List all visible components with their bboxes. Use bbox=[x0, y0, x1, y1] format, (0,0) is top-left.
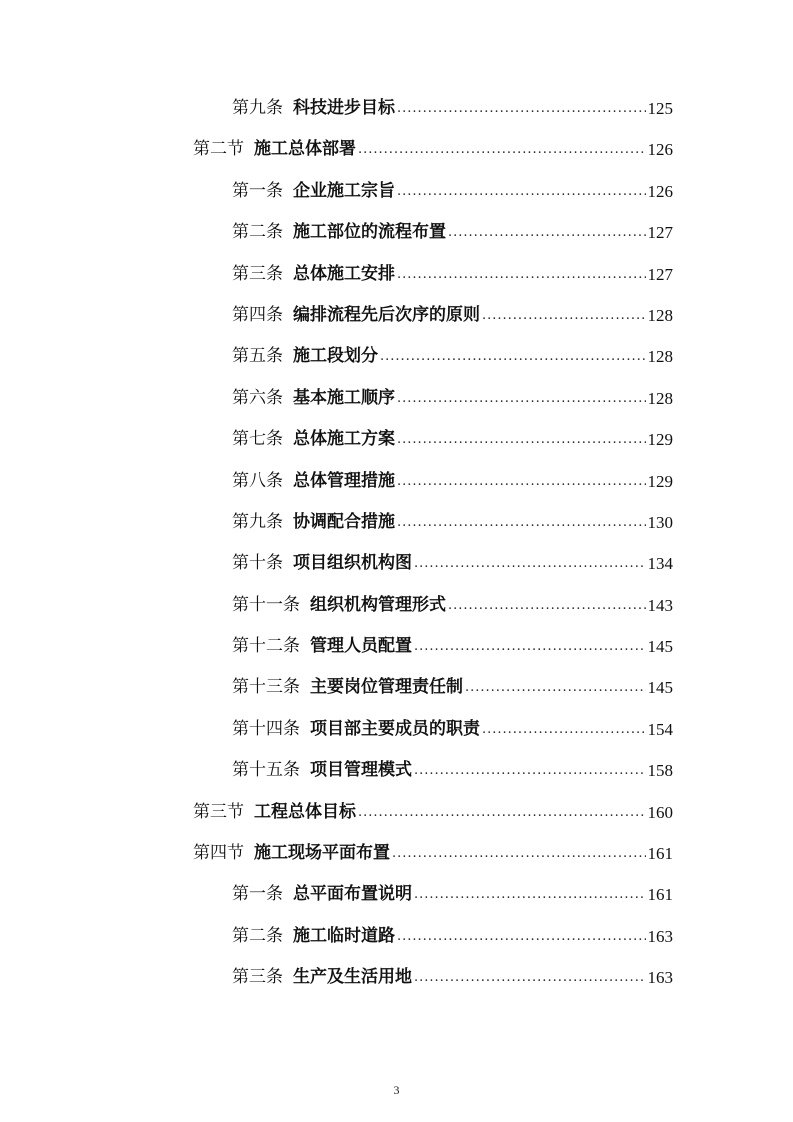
toc-entry-label bbox=[232, 378, 395, 419]
toc-entry-title: 协调配合措施 bbox=[293, 511, 395, 532]
toc-entry-label bbox=[232, 750, 412, 791]
toc-entry-page: 163 bbox=[647, 926, 673, 946]
toc-entry-title: 编排流程先后次序的原则 bbox=[293, 304, 480, 325]
toc-entry-label bbox=[232, 874, 412, 915]
toc-entry-page: 161 bbox=[647, 885, 673, 905]
toc-dot-leader bbox=[448, 212, 646, 253]
toc-entry-title: 主要岗位管理责任制 bbox=[310, 677, 463, 698]
toc-entry-title: 基本施工顺序 bbox=[293, 387, 395, 408]
toc-entry-title: 组织机构管理形式 bbox=[310, 594, 446, 615]
toc-entry[interactable] bbox=[0, 502, 793, 543]
toc-entry-page: 126 bbox=[647, 181, 673, 201]
toc-entry-page: 125 bbox=[647, 99, 673, 118]
toc-entry[interactable] bbox=[0, 129, 793, 170]
toc-entry-page: 129 bbox=[647, 471, 673, 491]
toc-entry-title: 总平面布置说明 bbox=[293, 884, 412, 905]
toc-entry[interactable] bbox=[0, 295, 793, 336]
toc-entry-label bbox=[193, 792, 356, 833]
toc-entry[interactable] bbox=[0, 833, 793, 874]
toc-entry-number: 第一条 bbox=[232, 884, 283, 905]
toc-entry-number: 第九条 bbox=[232, 98, 283, 118]
toc-entry-label bbox=[232, 212, 446, 253]
toc-entry-title: 企业施工宗旨 bbox=[293, 180, 395, 201]
toc-entry-page: 143 bbox=[647, 595, 673, 615]
toc-entry-page: 130 bbox=[647, 512, 673, 532]
toc-entry-number: 第八条 bbox=[232, 470, 283, 491]
toc-dot-leader bbox=[414, 750, 646, 791]
toc-entry-label bbox=[232, 254, 395, 295]
toc-entry-title: 工程总体目标 bbox=[254, 801, 356, 822]
toc-dot-leader bbox=[414, 874, 646, 915]
toc-dot-leader bbox=[414, 543, 646, 584]
toc-entry-title: 施工总体部署 bbox=[254, 139, 356, 160]
toc-dot-leader bbox=[397, 88, 646, 129]
toc-dot-leader bbox=[397, 502, 646, 543]
toc-entry-number: 第十四条 bbox=[232, 718, 300, 739]
toc-dot-leader bbox=[482, 709, 646, 750]
toc-entry-label bbox=[232, 626, 412, 667]
toc-entry-number: 第二条 bbox=[232, 222, 283, 243]
toc-entry-title: 施工临时道路 bbox=[293, 925, 395, 946]
toc-entry-number: 第九条 bbox=[232, 511, 283, 532]
toc-dot-leader bbox=[414, 626, 646, 667]
toc-entry-number: 第四条 bbox=[232, 304, 283, 325]
toc-dot-leader bbox=[397, 171, 646, 212]
toc-dot-leader bbox=[465, 667, 646, 708]
toc-entry[interactable] bbox=[0, 667, 793, 708]
toc-entry-page: 129 bbox=[647, 430, 673, 450]
toc-dot-leader bbox=[358, 792, 646, 833]
toc-entry[interactable] bbox=[0, 957, 793, 998]
toc-entry-title: 总体施工安排 bbox=[293, 263, 395, 284]
toc-entry-number: 第三节 bbox=[193, 801, 244, 822]
toc-entry[interactable] bbox=[0, 709, 793, 750]
toc-entry-number: 第十三条 bbox=[232, 677, 300, 698]
toc-entry[interactable] bbox=[0, 874, 793, 915]
toc-entry-page: 134 bbox=[647, 554, 673, 574]
toc-dot-leader bbox=[414, 957, 646, 998]
toc-entry-number: 第四节 bbox=[193, 843, 244, 864]
toc-entry[interactable] bbox=[0, 378, 793, 419]
toc-entry-label bbox=[232, 461, 395, 502]
toc-entry[interactable] bbox=[0, 171, 793, 212]
toc-entry-page: 161 bbox=[647, 844, 673, 864]
toc-entry-number: 第七条 bbox=[232, 429, 283, 450]
toc-entry-page: 145 bbox=[647, 678, 673, 698]
toc-dot-leader bbox=[392, 833, 646, 874]
toc-entry-title: 项目部主要成员的职责 bbox=[310, 718, 480, 739]
toc-dot-leader bbox=[448, 585, 646, 626]
toc-entry-label bbox=[232, 336, 378, 377]
toc-entry-label bbox=[193, 833, 390, 874]
toc-entry-title: 施工段划分 bbox=[293, 346, 378, 367]
toc-entry-title: 管理人员配置 bbox=[310, 636, 412, 657]
toc-entry-page: 128 bbox=[647, 305, 673, 325]
toc-entry-label bbox=[232, 88, 395, 129]
toc-entry-number: 第十二条 bbox=[232, 636, 300, 657]
toc-entry[interactable] bbox=[0, 419, 793, 460]
toc-dot-leader bbox=[397, 461, 646, 502]
toc-entry[interactable] bbox=[0, 626, 793, 667]
toc-entry[interactable] bbox=[0, 585, 793, 626]
toc-entry-number: 第五条 bbox=[232, 346, 283, 367]
toc-entry-title: 总体管理措施 bbox=[293, 470, 395, 491]
toc-entry-title: 项目组织机构图 bbox=[293, 553, 412, 574]
toc-dot-leader bbox=[482, 295, 646, 336]
toc-entry-title: 总体施工方案 bbox=[293, 429, 395, 450]
toc-entry-label bbox=[232, 419, 395, 460]
toc-entry-title: 施工部位的流程布置 bbox=[293, 222, 446, 243]
toc-dot-leader bbox=[380, 336, 646, 377]
toc-dot-leader bbox=[358, 129, 646, 170]
toc-entry-page: 127 bbox=[647, 264, 673, 284]
toc-entry-label bbox=[232, 667, 463, 708]
toc-entry-number: 第三条 bbox=[232, 967, 283, 988]
toc-entry[interactable] bbox=[0, 212, 793, 253]
toc-entry-label bbox=[193, 129, 356, 170]
toc-entry-page: 160 bbox=[647, 802, 673, 822]
toc-entry-page: 128 bbox=[647, 347, 673, 367]
toc-entry-title: 施工现场平面布置 bbox=[254, 843, 390, 864]
toc-entry-page: 158 bbox=[647, 761, 673, 781]
toc-entry-label bbox=[232, 957, 412, 998]
toc-entry-number: 第一条 bbox=[232, 180, 283, 201]
toc-entry-title: 生产及生活用地 bbox=[293, 967, 412, 988]
toc-dot-leader bbox=[397, 254, 646, 295]
toc-entry-page: 126 bbox=[647, 140, 673, 160]
toc-entry-label bbox=[232, 585, 446, 626]
toc-entry-label bbox=[232, 295, 480, 336]
toc-entry-title: 项目管理模式 bbox=[310, 760, 412, 781]
toc-entry-number: 第二条 bbox=[232, 925, 283, 946]
toc-entry[interactable] bbox=[0, 750, 793, 791]
toc-entry-page: 127 bbox=[647, 223, 673, 243]
toc-entry-label bbox=[232, 709, 480, 750]
toc-entry-number: 第十条 bbox=[232, 553, 283, 574]
toc-entry-number: 第三条 bbox=[232, 263, 283, 284]
toc-entry-number: 第十五条 bbox=[232, 760, 300, 781]
toc-entry-label bbox=[232, 916, 395, 957]
toc-entry-title: 科技进步目标 bbox=[293, 98, 395, 118]
toc-entry-page: 154 bbox=[647, 719, 673, 739]
toc-entry[interactable] bbox=[0, 254, 793, 295]
toc-entry-label bbox=[232, 171, 395, 212]
toc-entry-number: 第二节 bbox=[193, 139, 244, 160]
toc-entry-page: 145 bbox=[647, 637, 673, 657]
toc-entry[interactable] bbox=[0, 792, 793, 833]
toc-entry[interactable] bbox=[0, 336, 793, 377]
toc-dot-leader bbox=[397, 419, 646, 460]
toc-entry-number: 第六条 bbox=[232, 387, 283, 408]
table-of-contents bbox=[0, 88, 793, 999]
toc-entry[interactable] bbox=[0, 461, 793, 502]
toc-entry[interactable] bbox=[0, 543, 793, 584]
toc-entry[interactable] bbox=[0, 916, 793, 957]
toc-entry-page: 128 bbox=[647, 388, 673, 408]
toc-dot-leader bbox=[397, 378, 646, 419]
toc-entry[interactable] bbox=[0, 88, 793, 129]
toc-entry-label bbox=[232, 502, 395, 543]
toc-entry-label bbox=[232, 543, 412, 584]
toc-entry-number: 第十一条 bbox=[232, 594, 300, 615]
toc-entry-page: 163 bbox=[647, 968, 673, 988]
toc-dot-leader bbox=[397, 916, 646, 957]
page-number: 3 bbox=[393, 1083, 400, 1097]
